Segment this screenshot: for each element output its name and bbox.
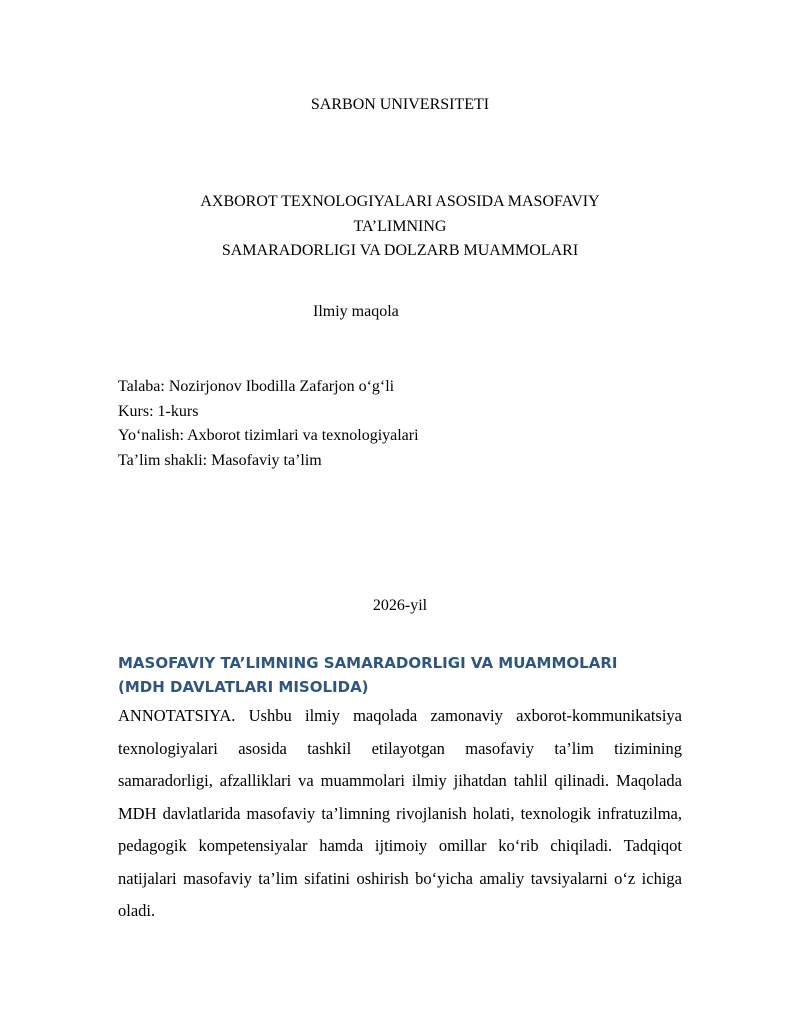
year: 2026-yil [372,597,428,614]
paper-title-line-3: SAMARADORLIGI VA DOLZARB MUAMMOLARI [221,242,579,259]
paper-title-line-2: TA’LIMNING [353,217,447,235]
section-heading-line-1: MASOFAVIY TA’LIMNING SAMARADORLIGI VA MUAMMOLARI [118,654,618,672]
section-heading [118,651,617,699]
university-name: SARBON UNIVERSITETI [310,96,490,113]
student-name: Talaba: Nozirjonov Ibodilla Zafarjon o‘g‘li [118,378,395,395]
section-heading-line-2: (MDH DAVLATLARI MISOLIDA) [118,678,369,696]
study-form-info: Ta’lim shakli: Masofaviy ta’lim [118,451,322,469]
student-info [118,375,419,473]
direction-info: Yo‘nalish: Axborot tizimlari va texnologiyalari [118,427,419,444]
document-type: Ilmiy maqola [313,303,399,320]
paper-title [0,190,800,264]
course-info: Kurs: 1-kurs [118,402,199,420]
abstract-paragraph: ANNOTATSIYA. Ushbu ilmiy maqolada zamonaviy axborot-kommunikatsiya texnologiyalari asosida tashkil etilayotgan masofaviy ta’lim tizimining samaradorligi, afzalliklari va muammolari ilmiy jihatdan tahlil qilinadi. Maqolada MDH davlatlarida masofaviy ta’limning rivojlanish holati, texnologik infratuzilma, pedagogik kompetensiyalar hamda ijtimoiy omillar ko‘rib chiqiladi. Tadqiqot natijalari masofaviy ta’lim sifatini oshirish bo‘yicha amaliy tavsiyalarni o‘z ichiga oladi. [118,706,682,920]
paper-title-line-1: AXBOROT TEXNOLOGIYALARI ASOSIDA MASOFAVIY [200,193,600,210]
